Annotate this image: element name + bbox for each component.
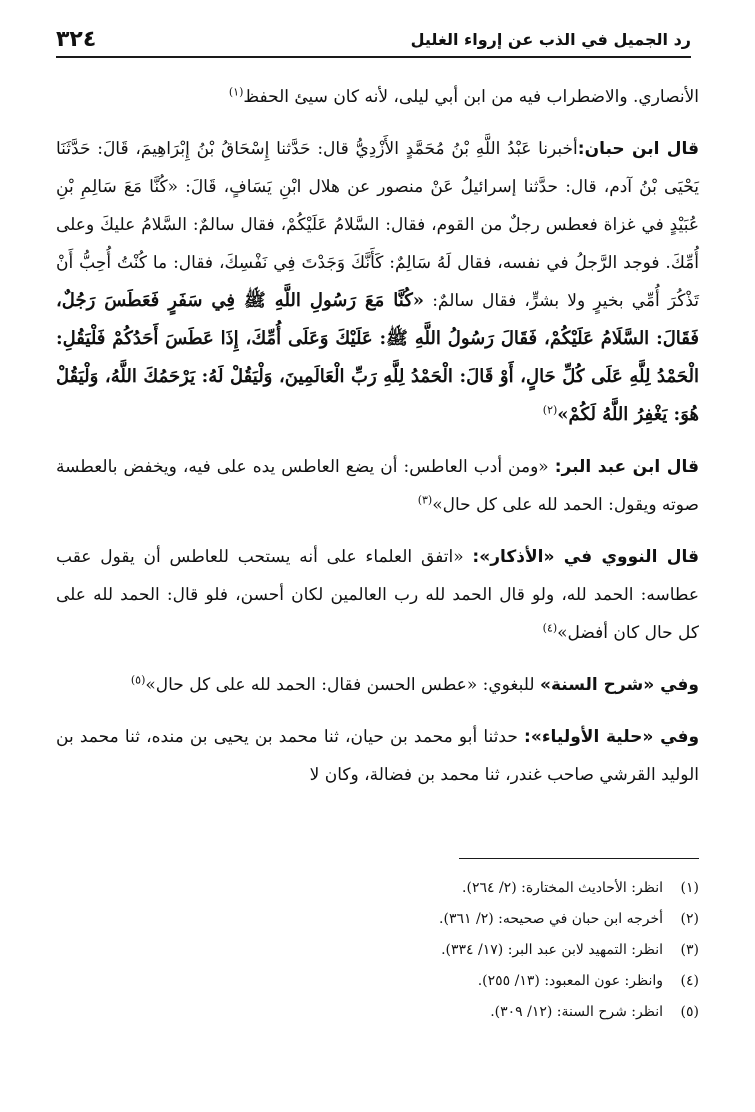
paragraph-text: للبغوي: «عطس الحسن فقال: الحمد لله على كل حال» <box>145 675 535 695</box>
footnote-ref: (٤) <box>542 621 558 635</box>
footnote-text: انظر: التمهيد لابن عبد البر: (١٧/ ٣٣٤). <box>441 942 663 958</box>
footnote-text: أخرجه ابن حبان في صحيحه: (٢/ ٣٦١). <box>439 911 663 927</box>
paragraph-sharh-al-sunna <box>56 666 699 704</box>
footnote-text: وانظر: عون المعبود: (١٣/ ٢٥٥). <box>477 973 663 989</box>
paragraph-continuation <box>56 78 699 116</box>
footnote-number: (٥) <box>680 1004 699 1020</box>
speaker-label: وفي «شرح السنة» <box>539 675 699 695</box>
footnote-divider <box>459 858 699 859</box>
paragraph-text: الأنصاري. والاضطراب فيه من ابن أبي ليلى، لأنه كان سيئ الحفظ <box>243 87 699 107</box>
footnote-number: (٣) <box>680 942 699 958</box>
speaker-label: قال ابن عبد البر: <box>554 457 699 477</box>
footnote-ref: (٥) <box>130 673 146 687</box>
paragraph-text: أخبرنا عَبْدُ اللَّهِ بْنُ مُحَمَّدٍ الأَزْدِيُّ قال: حَدَّثنا إِسْحَاقُ بْنُ إِبْرَاهِيمَ، قَالَ: حَدَّثَنَا يَحْيَى بْنُ آدم، قال: حدَّثنا إسرائيلُ عَنْ منصور عن هلال ابْنِ يَسَافٍ، قَالَ: «كُنَّا مَعَ سَالِمِ بْنِ عُبَيْدٍ في غزاة فعطس رجلٌ من القوم، فقال: السَّلامُ عَلَيْكُمْ، فقال سالمٌ: السَّلامُ عليكَ وعلى أُمِّكَ. فوجد الرَّجلُ في نفسه، فقال لَهُ سَالِمٌ: كَأَنَّكَ وَجَدْتَ فِي نَفْسِكَ، فقال: ما كُنْتُ أُحِبُّ أَنْ تَذْكُرَ أُمِّي بخيرٍ ولا بشرٍّ، فقال سالمٌ: <box>56 139 699 311</box>
footnote-number: (٤) <box>680 973 699 989</box>
paragraph-text: حدثنا أبو محمد بن حيان، ثنا محمد بن يحيى بن منده، ثنا محمد بن الوليد القرشي صاحب غندر، ثنا محمد بن فضالة، وكان لا <box>56 727 699 785</box>
paragraph-hilyat-al-awliya <box>56 718 699 794</box>
footnote-item <box>56 904 699 935</box>
paragraph-nawawi <box>56 538 699 652</box>
speaker-label: قال النووي في «الأذكار»: <box>472 547 699 567</box>
footnote-text: انظر: الأحاديث المختارة: (٢/ ٢٦٤). <box>462 880 663 896</box>
footnote-item <box>56 935 699 966</box>
speaker-label: وفي «حلية الأولياء»: <box>524 727 700 747</box>
running-title: رد الجميل في الذب عن إرواء الغليل <box>410 29 691 49</box>
paragraph-ibn-hibban <box>56 130 699 434</box>
footnote-list <box>56 873 699 1028</box>
speaker-label: قال ابن حبان: <box>577 139 699 159</box>
footnote-item <box>56 997 699 1028</box>
page-number: ٣٢٤ <box>56 26 97 52</box>
footnote-item <box>56 873 699 904</box>
paragraph-ibn-abd-al-barr <box>56 448 699 524</box>
paragraph-text: «ومن أدب العاطس: أن يضع العاطس يده على فيه، ويخفض بالعطسة صوته ويقول: الحمد لله على كل حال» <box>56 457 699 515</box>
footnotes-section <box>56 858 699 1028</box>
footnote-number: (٢) <box>680 911 699 927</box>
footnote-ref: (١) <box>228 85 244 99</box>
footnote-ref: (٣) <box>417 493 433 507</box>
footnote-item <box>56 966 699 997</box>
hadith-text: «كُنَّا مَعَ رَسُولِ اللَّهِ ﷺ فِي سَفَرٍ فَعَطَسَ رَجُلٌ، فَقَالَ: السَّلَامُ عَلَيْكُمْ، فَقَالَ رَسُولُ اللَّهِ ﷺ: عَلَيْكَ وَعَلَى أُمِّكَ، إِذَا عَطَسَ أَحَدُكُمْ فَلْيَقُلِ: الْحَمْدُ لِلَّهِ عَلَى كُلِّ حَالٍ، أَوْ قَالَ: الْحَمْدُ لِلَّهِ رَبِّ الْعَالَمِينَ، وَلْيَقُلْ لَهُ: يَرْحَمُكَ اللَّهُ، وَلْيَقُلْ هُوَ: يَغْفِرُ اللَّهُ لَكُمْ» <box>56 290 699 425</box>
page-header <box>56 22 691 58</box>
footnote-text: انظر: شرح السنة: (١٢/ ٣٠٩). <box>490 1004 663 1020</box>
footnote-ref: (٢) <box>542 403 558 417</box>
footnote-number: (١) <box>680 880 699 896</box>
main-text <box>56 78 699 808</box>
paragraph-text: «اتفق العلماء على أنه يستحب للعاطس أن يقول عقب عطاسه: الحمد لله، ولو قال الحمد لله رب العالمين لكان أحسن، فلو قال: الحمد لله على كل حال كان أفضل» <box>56 547 699 643</box>
